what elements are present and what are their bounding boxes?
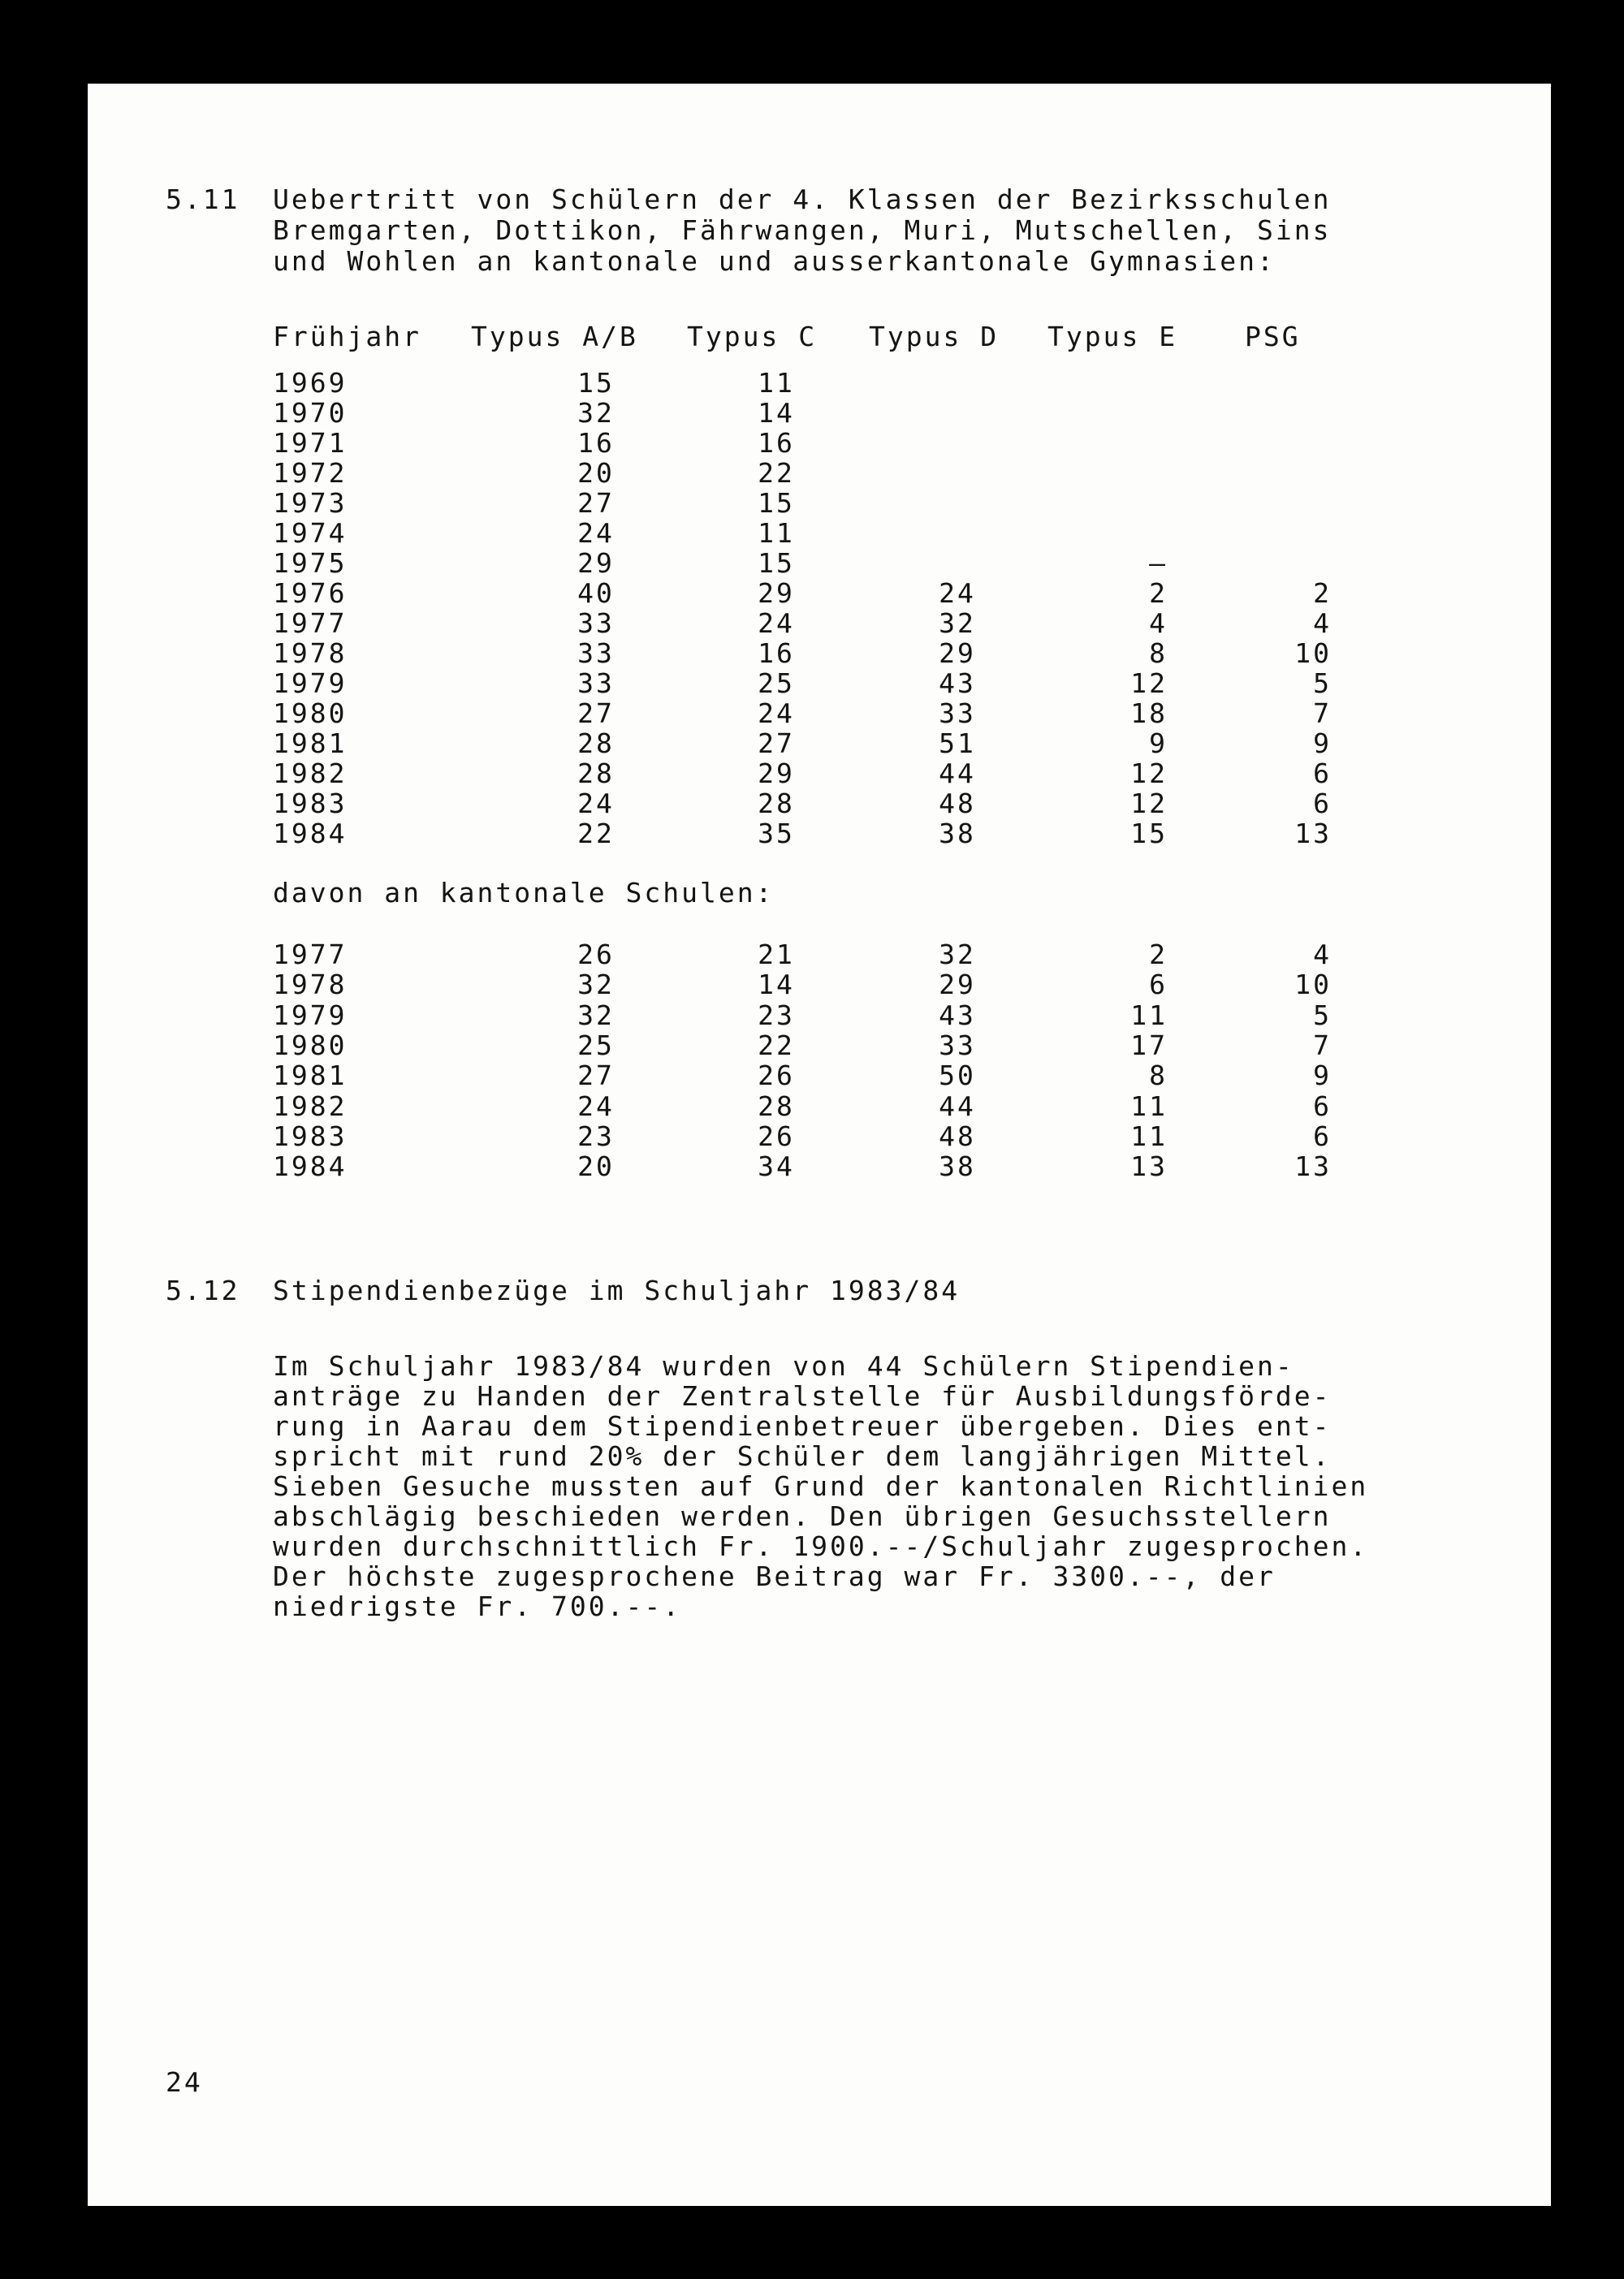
cell-typus-ab: 33 (577, 607, 615, 639)
paragraph-line: spricht mit rund 20% der Schüler dem langjährigen Mittel. (273, 1440, 1332, 1472)
cell-typus-d: 29 (939, 637, 976, 669)
cell-typus-c: 25 (758, 667, 795, 699)
cell-typus-d: 32 (939, 607, 976, 639)
cell-typus-d: 32 (939, 939, 976, 970)
cell-year: 1978 (273, 969, 348, 1001)
cell-typus-e: 11 (1130, 1120, 1168, 1152)
paragraph-line: Sieben Gesuche mussten auf Grund der kantonalen Richtlinien (273, 1470, 1369, 1502)
cell-psg: 6 (1313, 788, 1332, 819)
cell-typus-d: 33 (939, 1029, 976, 1061)
cell-typus-e: 17 (1130, 1029, 1168, 1061)
cell-typus-e: 15 (1130, 818, 1168, 849)
cell-typus-e: 2 (1149, 939, 1168, 970)
cell-typus-c: 15 (758, 487, 795, 519)
paragraph-line: Im Schuljahr 1983/84 wurden von 44 Schülern Stipendien- (273, 1350, 1294, 1382)
cell-typus-e: 12 (1130, 758, 1168, 789)
paragraph-line: anträge zu Handen der Zentralstelle für Ausbildungsförde- (273, 1380, 1332, 1412)
document-page (88, 84, 1551, 2206)
cell-year: 1978 (273, 637, 348, 669)
cell-typus-c: 16 (758, 637, 795, 669)
cell-typus-ab: 32 (577, 969, 615, 1001)
cell-year: 1982 (273, 758, 348, 789)
cell-typus-e: 12 (1130, 667, 1168, 699)
cell-year: 1979 (273, 999, 348, 1031)
cell-typus-c: 23 (758, 999, 795, 1031)
cell-typus-ab: 32 (577, 397, 615, 429)
cell-typus-d: 38 (939, 1150, 976, 1183)
cell-typus-d: 44 (939, 758, 976, 789)
cell-typus-ab: 27 (577, 487, 615, 519)
cell-year: 1976 (273, 577, 348, 609)
cell-typus-ab: 20 (577, 457, 615, 489)
cell-psg: 5 (1313, 999, 1332, 1031)
cell-year: 1981 (273, 727, 348, 759)
cell-typus-ab: 32 (577, 999, 615, 1031)
cell-typus-d: 43 (939, 999, 976, 1031)
cell-typus-d: 43 (939, 667, 976, 699)
cell-typus-c: 26 (758, 1120, 795, 1152)
cell-typus-ab: 29 (577, 547, 615, 579)
cell-psg: 7 (1313, 697, 1332, 729)
cell-year: 1972 (273, 457, 348, 489)
cell-typus-ab: 27 (577, 1060, 615, 1092)
cell-typus-c: 26 (758, 1060, 795, 1092)
cell-psg: 13 (1294, 1150, 1332, 1183)
cell-psg: 4 (1313, 939, 1332, 970)
cell-typus-e: 11 (1130, 999, 1168, 1031)
cell-typus-c: 27 (758, 727, 795, 759)
cell-year: 1981 (273, 1060, 348, 1092)
subheading-kantonal: davon an kantonale Schulen: (273, 877, 775, 909)
paragraph-line: niedrigste Fr. 700.--. (273, 1591, 682, 1622)
cell-typus-ab: 33 (577, 637, 615, 669)
cell-year: 1977 (273, 939, 348, 970)
cell-psg: 9 (1313, 727, 1332, 759)
section-title-line-1: Uebertritt von Schülern der 4. Klassen der Bezirksschulen (273, 183, 1332, 215)
cell-typus-ab: 20 (577, 1150, 615, 1183)
cell-typus-d: 50 (939, 1060, 976, 1092)
cell-typus-c: 28 (758, 1090, 795, 1122)
cell-typus-e: – (1149, 547, 1168, 579)
header-typus-c: Typus C (687, 321, 818, 352)
cell-year: 1970 (273, 397, 348, 429)
paragraph-line: abschlägig beschieden werden. Den übrigen Gesuchsstellern (273, 1500, 1332, 1532)
header-typus-e: Typus E (1047, 321, 1178, 352)
cell-typus-c: 11 (758, 517, 795, 549)
cell-typus-e: 4 (1149, 607, 1168, 639)
cell-typus-e: 12 (1130, 788, 1168, 819)
cell-typus-c: 24 (758, 697, 795, 729)
cell-typus-c: 24 (758, 607, 795, 639)
cell-typus-ab: 25 (577, 1029, 615, 1061)
cell-typus-c: 15 (758, 547, 795, 579)
cell-year: 1969 (273, 367, 348, 399)
cell-typus-c: 22 (758, 457, 795, 489)
cell-typus-c: 21 (758, 939, 795, 970)
cell-psg: 7 (1313, 1029, 1332, 1061)
cell-year: 1984 (273, 818, 348, 849)
cell-psg: 13 (1294, 818, 1332, 849)
cell-year: 1973 (273, 487, 348, 519)
cell-typus-c: 22 (758, 1029, 795, 1061)
header-fruehjahr: Frühjahr (273, 321, 421, 352)
cell-typus-ab: 22 (577, 818, 615, 849)
header-psg: PSG (1245, 321, 1301, 352)
cell-typus-d: 24 (939, 577, 976, 609)
cell-psg: 6 (1313, 758, 1332, 789)
section-title-5-12: Stipendienbezüge im Schuljahr 1983/84 (273, 1275, 961, 1306)
page-number: 24 (166, 2066, 203, 2098)
section-number-5-11: 5.11 (166, 183, 240, 215)
cell-typus-d: 51 (939, 727, 976, 759)
cell-typus-e: 9 (1149, 727, 1168, 759)
cell-typus-d: 33 (939, 697, 976, 729)
paragraph-line: wurden durchschnittlich Fr. 1900.--/Schuljahr zugesprochen. (273, 1530, 1369, 1562)
paragraph-line: rung in Aarau dem Stipendienbetreuer übergeben. Dies ent- (273, 1410, 1332, 1442)
cell-typus-ab: 16 (577, 427, 615, 459)
cell-year: 1980 (273, 1029, 348, 1061)
cell-year: 1975 (273, 547, 348, 579)
cell-typus-ab: 28 (577, 758, 615, 789)
cell-typus-e: 18 (1130, 697, 1168, 729)
section-title-line-3: und Wohlen an kantonale und ausserkantonale Gymnasien: (273, 245, 1276, 277)
cell-typus-c: 28 (758, 788, 795, 819)
cell-year: 1982 (273, 1090, 348, 1122)
cell-year: 1977 (273, 607, 348, 639)
cell-psg: 9 (1313, 1060, 1332, 1092)
cell-typus-ab: 24 (577, 517, 615, 549)
cell-year: 1983 (273, 788, 348, 819)
cell-typus-d: 29 (939, 969, 976, 1001)
cell-typus-ab: 15 (577, 367, 615, 399)
cell-typus-ab: 26 (577, 939, 615, 970)
cell-typus-d: 44 (939, 1090, 976, 1122)
cell-psg: 4 (1313, 607, 1332, 639)
paragraph-line: Der höchste zugesprochene Beitrag war Fr. 3300.--, der (273, 1560, 1276, 1592)
header-typus-d: Typus D (869, 321, 1000, 352)
section-title-line-2: Bremgarten, Dottikon, Fährwangen, Muri, Mutschellen, Sins (273, 214, 1332, 246)
cell-typus-d: 48 (939, 788, 976, 819)
cell-year: 1974 (273, 517, 348, 549)
header-typus-ab: Typus A/B (471, 321, 638, 352)
cell-typus-d: 38 (939, 818, 976, 849)
cell-year: 1980 (273, 697, 348, 729)
cell-year: 1983 (273, 1120, 348, 1152)
cell-typus-c: 14 (758, 969, 795, 1001)
cell-typus-ab: 24 (577, 788, 615, 819)
cell-psg: 10 (1294, 637, 1332, 669)
cell-typus-ab: 23 (577, 1120, 615, 1152)
cell-year: 1979 (273, 667, 348, 699)
cell-year: 1984 (273, 1150, 348, 1183)
cell-typus-e: 8 (1149, 637, 1168, 669)
cell-typus-e: 6 (1149, 969, 1168, 1001)
cell-typus-d: 48 (939, 1120, 976, 1152)
cell-typus-ab: 27 (577, 697, 615, 729)
cell-year: 1971 (273, 427, 348, 459)
section-number-5-12: 5.12 (166, 1275, 240, 1306)
cell-typus-c: 11 (758, 367, 795, 399)
cell-typus-c: 29 (758, 577, 795, 609)
cell-typus-e: 2 (1149, 577, 1168, 609)
cell-typus-ab: 28 (577, 727, 615, 759)
cell-typus-e: 8 (1149, 1060, 1168, 1092)
cell-typus-ab: 33 (577, 667, 615, 699)
cell-typus-e: 13 (1130, 1150, 1168, 1183)
cell-typus-e: 11 (1130, 1090, 1168, 1122)
cell-typus-ab: 24 (577, 1090, 615, 1122)
cell-psg: 6 (1313, 1090, 1332, 1122)
cell-typus-c: 35 (758, 818, 795, 849)
cell-typus-ab: 40 (577, 577, 615, 609)
cell-typus-c: 14 (758, 397, 795, 429)
cell-psg: 5 (1313, 667, 1332, 699)
cell-typus-c: 16 (758, 427, 795, 459)
cell-typus-c: 29 (758, 758, 795, 789)
cell-typus-c: 34 (758, 1150, 795, 1183)
cell-psg: 2 (1313, 577, 1332, 609)
cell-psg: 6 (1313, 1120, 1332, 1152)
cell-psg: 10 (1294, 969, 1332, 1001)
